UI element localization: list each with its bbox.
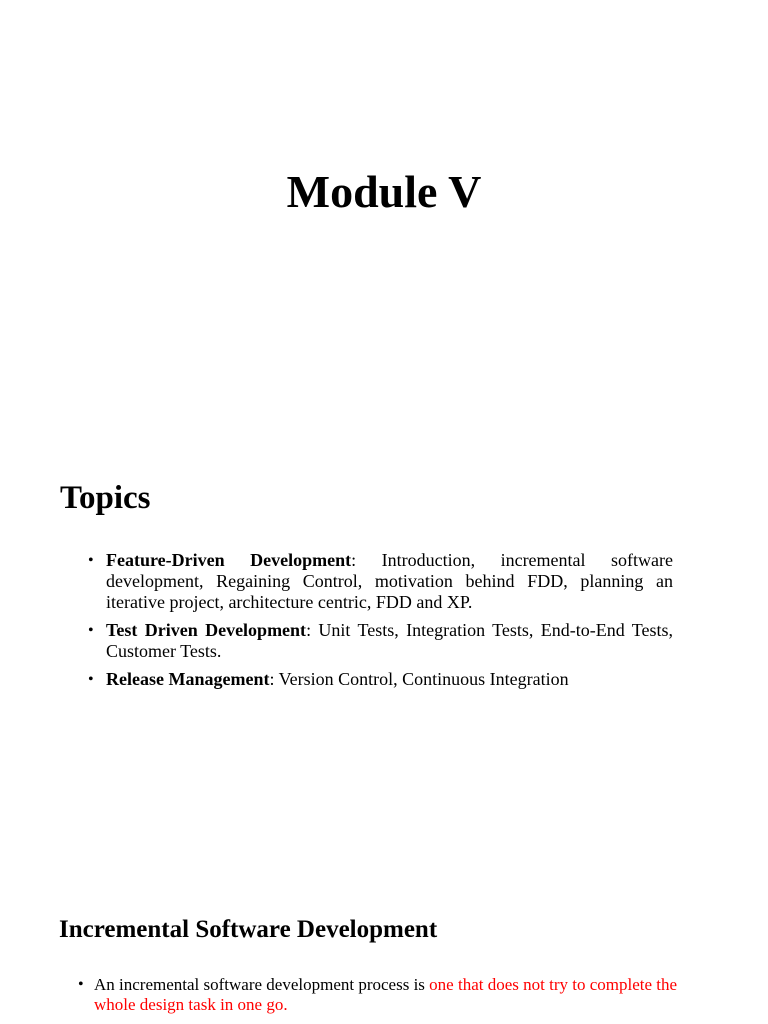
topics-list: [88, 550, 673, 697]
topic-description: : Unit Tests, Integration Tests, End-to-End Tests, Customer Tests.: [106, 620, 673, 661]
topic-item-fdd: [88, 550, 673, 613]
topic-term: Test Driven Development: [106, 620, 307, 640]
topic-item-release: [88, 669, 673, 690]
topics-heading: Topics: [60, 480, 151, 516]
topic-term: Release Management: [106, 669, 270, 689]
section-item-highlight: one that does not try to complete the whole design task in one go.: [94, 975, 678, 1014]
section-item-text: An incremental software development process is: [94, 975, 430, 994]
bullet-icon: •: [88, 671, 94, 688]
topic-term: Feature-Driven Development: [106, 550, 352, 570]
topic-description: : Version Control, Continuous Integration: [269, 669, 569, 689]
topic-item-tdd: [88, 620, 673, 662]
incremental-slide: [0, 890, 768, 1024]
topic-description: : Introduction, incremental software development, Regaining Control, motivation behind FDD, planning an iterative project, architecture centric, FDD and XP.: [106, 550, 673, 612]
bullet-icon: •: [78, 976, 84, 993]
title-slide: [0, 0, 768, 400]
section-heading: Incremental Software Development: [59, 916, 438, 943]
topics-slide: [0, 440, 768, 870]
section-list: [78, 975, 703, 1015]
module-title: Module V: [286, 166, 482, 217]
section-item: [78, 975, 703, 1015]
bullet-icon: •: [88, 552, 94, 569]
bullet-icon: •: [88, 622, 94, 639]
